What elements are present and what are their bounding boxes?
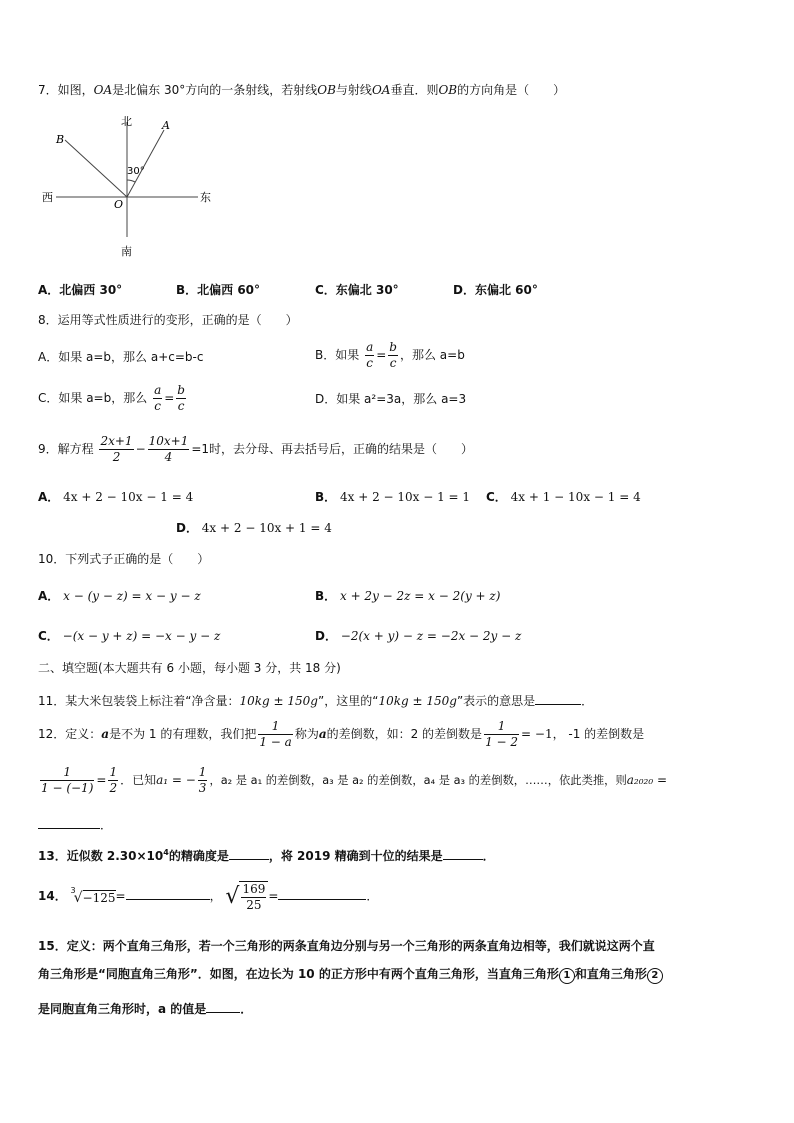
south-label: 南 (121, 245, 132, 258)
equals-sign: = (268, 889, 279, 903)
numerator: a (366, 340, 374, 354)
q12-text: 是不为 1 的有理数，我们把 (109, 727, 257, 741)
denominator: 2 (112, 450, 121, 464)
denominator: 1 − a (259, 735, 292, 749)
q12-text: 的差倒数，如：2 的差倒数是 (326, 727, 483, 741)
denominator: 1 − (−1) (41, 781, 94, 795)
denominator: 1 − 2 (485, 735, 519, 749)
fraction-b-over-c (388, 340, 398, 371)
exponent: 4 (163, 848, 169, 857)
q8-option-d: D．如果 a²=3a，那么 a=3 (315, 392, 467, 406)
q7-text: 的方向角是（ ） (457, 83, 566, 97)
q7-option-d: D．东偏北 60° (453, 283, 538, 297)
option-math: x + 2y − 2z = x − 2(y + z) (339, 589, 501, 603)
q9-option-c (486, 489, 641, 505)
square-root (225, 881, 268, 913)
option-letter: C． (38, 629, 59, 643)
q12-text: = −1， (521, 727, 565, 741)
answer-blank[interactable] (206, 1000, 240, 1013)
numerator: 169 (242, 881, 266, 896)
ray-oa: OA (93, 83, 113, 97)
fraction-10x1-over-4 (148, 434, 190, 465)
q10-option-c (38, 628, 220, 644)
ray-oa-line (127, 130, 164, 197)
fraction-1-over-1-minus-a (258, 719, 292, 750)
q12-line1 (38, 719, 644, 750)
variable-a: a (101, 727, 110, 741)
option-math: 4x + 2 − 10x − 1 = 4 (63, 490, 194, 504)
q7-number: 7． (38, 83, 58, 97)
q13-text: ，将 2019 精确到十位的结果是 (268, 849, 443, 863)
radical-sign: √ (225, 883, 240, 909)
numerator: 10x+1 (148, 434, 189, 448)
point-b-label: B (56, 133, 65, 146)
q15-text: 角三角形是“同胞直角三角形”．如图，在边长为 10 的正方形中有两个直角三角形，当直角三角形 (38, 967, 559, 981)
angle-arc (127, 180, 135, 182)
denominator: c (366, 356, 373, 370)
angle-label: 30° (127, 166, 145, 177)
answer-blank[interactable] (126, 887, 210, 900)
north-label: 北 (121, 115, 132, 128)
q9-option-a (38, 489, 193, 505)
q15-line3 (38, 1000, 252, 1017)
q8-b-text: B．如果 (315, 348, 360, 362)
q14-text: ． (366, 889, 379, 903)
ray-ob: OB (438, 83, 458, 97)
numerator: 1 (198, 765, 207, 779)
q14-text: ， (209, 889, 222, 903)
q14-number: 14． (38, 889, 67, 903)
q12-text: -1 的差倒数是 (568, 727, 645, 741)
option-math: −(x − y + z) = −x − y − z (62, 629, 221, 643)
q12-line3 (38, 816, 112, 833)
cube-root (71, 887, 116, 906)
q11-text: 11．某大米包装袋上标注着“净含量： (38, 694, 240, 708)
q9-stem: 9．解方程 $\frac{2x+1}{2}$ − $\frac{10x+1}{4}$ =1时，去分母、再去括号后，正确的结果是（ ） (38, 434, 474, 464)
q7-option-b: B．北偏西 60° (176, 283, 261, 297)
denominator: c (389, 356, 397, 370)
option-letter: D． (315, 629, 337, 643)
option-letter: B． (315, 589, 337, 603)
numerator: 1 (484, 719, 519, 735)
q11-stem (38, 692, 593, 709)
numerator: 1 (40, 765, 94, 781)
fraction-a-over-c (153, 383, 162, 414)
fraction-169-over-25 (241, 882, 266, 913)
radical-sign: √ (73, 890, 83, 906)
q9-option-d (176, 520, 332, 536)
q13-stem (38, 845, 495, 864)
option-letter: A． (38, 490, 60, 504)
option-letter: A． (38, 589, 60, 603)
q8-option-c: C．如果 a=b，那么 $\frac{a}{c}$ = $\frac{b}{c}$ (38, 383, 185, 413)
denominator: c (177, 399, 185, 413)
q8-stem: 8．运用等式性质进行的变形，正确的是（ ） (38, 313, 298, 327)
option-math: 4x + 2 − 10x − 1 = 1 (339, 490, 471, 504)
q10-stem: 10．下列式子正确的是（ ） (38, 552, 210, 566)
q10-option-b (315, 588, 500, 604)
option-math: 4x + 1 − 10x − 1 = 4 (510, 490, 641, 504)
q12-text: ．已知 (120, 773, 157, 787)
q8-option-b: B．如果 $\frac{a}{c}$ = $\frac{b}{c}$ ，那么 a=b (315, 340, 465, 370)
numerator: 2x+1 (100, 434, 133, 448)
option-letter: D． (176, 521, 198, 535)
math-expression: 10kg ± 150g (378, 694, 457, 708)
answer-blank[interactable] (278, 887, 366, 900)
q7-text: 是北偏东 30°方向的一条射线，若射线 (112, 83, 318, 97)
fraction-1-over-1-minus-2 (484, 719, 519, 750)
q11-text: ． (581, 694, 594, 708)
numerator: b (177, 383, 185, 397)
q12-text: = (96, 773, 107, 787)
q12-text: ． (100, 818, 113, 832)
q10-option-a (38, 588, 201, 604)
q15-text: 是同胞直角三角形时，a 的值是 (38, 1002, 207, 1016)
option-math: −2(x + y) − z = −2x − 2y − z (340, 629, 522, 643)
q7-option-c: C．东偏北 30° (315, 283, 399, 297)
answer-blank[interactable] (229, 847, 269, 860)
radicand: −125 (82, 891, 116, 905)
math-expression: 10kg ± 150g (239, 694, 318, 708)
q7-text: 垂直．则 (390, 83, 439, 97)
q13-text: 的精确度是 (168, 849, 229, 863)
denominator: 3 (198, 781, 207, 795)
fraction-a-over-c (365, 340, 374, 371)
q12-text: 称为 (294, 727, 319, 741)
numerator: b (389, 340, 397, 354)
math-expression: a₂₀₂₀ = (626, 773, 668, 787)
fraction-1-over-1-minus-neg1 (40, 765, 94, 796)
equals-sign: = (115, 889, 126, 903)
q11-text: ”表示的意思是 (456, 694, 536, 708)
section-heading: 二、填空题(本大题共有 6 小题，每小题 3 分，共 18 分) (38, 661, 341, 675)
q11-text: ”，这里的“ (318, 694, 379, 708)
fraction-2x1-over-2 (99, 434, 133, 465)
ray-ob-line (65, 140, 127, 197)
variable-a: a (318, 727, 327, 741)
point-o-label: O (114, 198, 124, 211)
west-label: 西 (42, 191, 53, 204)
denominator: 25 (246, 897, 262, 912)
denominator: 2 (109, 781, 118, 795)
q7-option-a: A．北偏西 30° (38, 283, 123, 297)
answer-blank[interactable] (535, 692, 581, 705)
q9-text: 9．解方程 (38, 442, 94, 456)
q7-text: 如图， (57, 83, 94, 97)
point-a-label: A (162, 119, 170, 132)
fraction-1-over-2 (108, 765, 118, 796)
answer-blank[interactable] (38, 816, 100, 829)
root-index: 3 (70, 886, 76, 895)
circled-two: 2 (647, 968, 663, 984)
circled-one: 1 (559, 968, 575, 984)
q7-stem (38, 82, 565, 98)
denominator: 4 (164, 450, 173, 464)
q15-text: ． (240, 1002, 253, 1016)
math-expression: a₁ = − (156, 773, 196, 787)
direction-diagram (36, 112, 226, 260)
q15-text: 和直角三角形 (574, 967, 647, 981)
option-math: 4x + 2 − 10x + 1 = 4 (201, 521, 332, 535)
numerator: 1 (109, 765, 118, 779)
q13-text: ． (482, 849, 495, 863)
q12-text: 12．定义： (38, 727, 102, 741)
q8-b-text: ，那么 a=b (399, 348, 465, 362)
q8-c-text: C．如果 a=b，那么 (38, 391, 148, 405)
numerator: 1 (258, 719, 292, 735)
q7-text: 与射线 (335, 83, 372, 97)
q10-option-d (315, 628, 521, 644)
q8-option-a: A．如果 a=b，那么 a+c=b-c (38, 350, 204, 364)
ray-ob: OB (317, 83, 336, 97)
denominator: c (154, 399, 161, 413)
ray-oa: OA (371, 83, 391, 97)
q15-line2 (38, 966, 663, 984)
fraction-b-over-c (176, 383, 186, 414)
q14-stem (38, 880, 378, 912)
q15-line1: 15．定义：两个直角三角形，若一个三角形的两条直角边分别与另一个三角形的两条直角边相等，我们就说这两个直 (38, 939, 655, 953)
q12-line2 (38, 765, 667, 796)
q12-text: ，a₂ 是 a₁ 的差倒数，a₃ 是 a₂ 的差倒数，a₄ 是 a₃ 的差倒数，……，依此类推，则 (209, 774, 627, 787)
q13-text: 13．近似数 2.30×10 (38, 849, 164, 863)
q9-text: =1时，去分母、再去括号后，正确的结果是（ ） (191, 442, 474, 456)
option-letter: C． (486, 490, 507, 504)
option-math: x − (y − z) = x − y − z (63, 589, 201, 603)
east-label: 东 (200, 191, 211, 204)
q9-option-b (315, 489, 470, 505)
numerator: a (154, 383, 162, 397)
option-letter: B． (315, 490, 337, 504)
answer-blank[interactable] (443, 847, 483, 860)
fraction-1-over-3 (198, 765, 208, 796)
